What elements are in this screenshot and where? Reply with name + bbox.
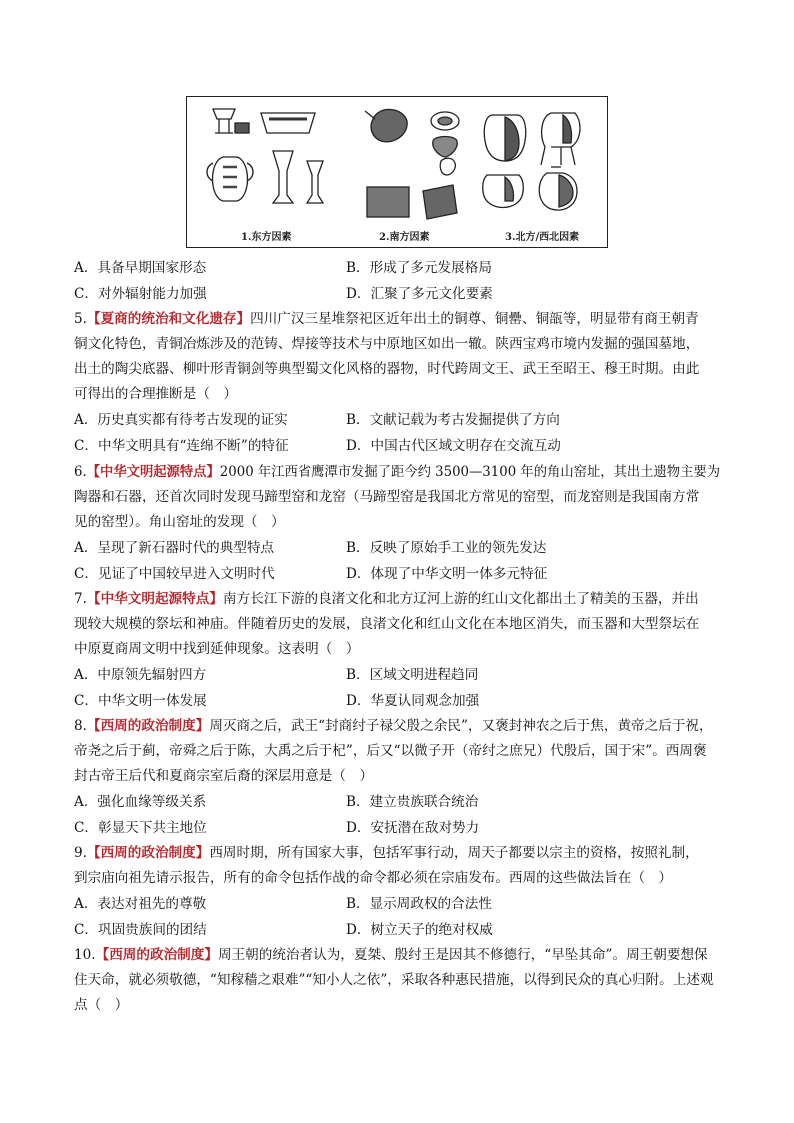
question-tag: 【夏商的统治和文化遗存】 [86, 311, 251, 327]
q6-option-a: A．呈现了新石器时代的典型特点 [74, 540, 275, 556]
question-tag: 【西周的政治制度】 [86, 718, 210, 734]
q9-option-d: D．树立天子的绝对权威 [346, 922, 493, 938]
jar-icon [213, 157, 248, 201]
q6-line-3: 见的窑型）。角山窑址的发现（ ） [74, 514, 285, 530]
q7-option-c: C．中华文明一体发展 [74, 693, 207, 709]
q4-option-d: D．汇聚了多元文化要素 [346, 286, 493, 302]
q9-line-1: 9.【西周的政治制度】西周时期，所有国家大事，包括军事行动，周天子都要以宗主的资格，按照礼制， [74, 845, 699, 861]
question-tag: 【西周的政治制度】 [95, 947, 218, 963]
q5-line-1: 5.【夏商的统治和文化遗存】四川广汉三星堆祭祀区近年出土的铜尊、铜罍、铜瓿等，明显带有商王朝青 [74, 311, 699, 327]
question-tag: 【中华文明起源特点】 [86, 591, 223, 607]
artifact-figure [186, 96, 608, 248]
q5-line-3: 出土的陶尖底器、柳叶形青铜剑等典型蜀文化风格的器物，时代跨周文王、武王至昭王、穆王时期。由此 [74, 361, 700, 377]
q7-option-b: B．区域文明进程趋同 [346, 667, 479, 683]
q5-option-b: B．文献记载为考古发掘提供了方向 [346, 412, 560, 428]
question-number: 9. [74, 845, 87, 861]
q4-option-c: C．对外辐射能力加强 [74, 286, 207, 302]
artifact-drawings [187, 97, 607, 247]
q8-option-d: D．安抚潜在敌对势力 [346, 820, 480, 836]
q4-option-b: B．形成了多元发展格局 [346, 260, 492, 276]
question-number: 5. [74, 311, 87, 327]
q7-line-3: 中原夏商周文明中找到延伸现象。这表明（ ） [74, 641, 360, 657]
q7-line-1: 7.【中华文明起源特点】南方长江下游的良渚文化和北方辽河上游的红山文化都出土了精美的玉器，并出 [74, 591, 699, 607]
q6-option-b: B．反映了原始手工业的领先发达 [346, 540, 547, 556]
question-number: 8. [74, 718, 87, 734]
q8-option-b: B．建立贵族联合统治 [346, 794, 479, 810]
question-tag: 【中华文明起源特点】 [86, 464, 220, 480]
q4-option-a: A．具备早期国家形态 [74, 260, 207, 276]
q10-line-3: 点（ ） [74, 997, 129, 1013]
q8-line-3: 封古帝王后代和夏商宗室后裔的深层用意是（ ） [74, 768, 374, 784]
q5-line-2: 铜文化特色，青铜冶炼涉及的范铸、焊接等技术与中原地区如出一辙。陕西宝鸡市境内发掘的强国墓地， [74, 336, 700, 352]
q8-line-2: 帝尧之后于蓟，帝舜之后于陈，大禹之后于杞”，后又“以微子开（帝纣之庶兄）代殷后，国于宋”。西周褒 [74, 743, 707, 759]
q6-line-2: 陶器和石器，还首次同时发现马蹄型窑和龙窑（马蹄型窑是我国北方常见的窑型，而龙窑则是我国南方常 [74, 489, 700, 505]
q8-option-a: A．强化血缘等级关系 [74, 794, 207, 810]
q7-option-a: A．中原领先辐射四方 [74, 667, 207, 683]
figure-caption-east: 1.东方因素 [241, 232, 292, 243]
q9-option-a: A．表达对祖先的尊敬 [74, 896, 207, 912]
q7-line-2: 现较大规模的祭坛和神庙。伴随着历史的发展，良渚文化和红山文化在本地区消失，而玉器和大型祭坛在 [74, 616, 700, 632]
q8-option-c: C．彰显天下共主地位 [74, 820, 207, 836]
figure-caption-south: 2.南方因素 [379, 232, 430, 243]
question-number: 7. [74, 591, 87, 607]
q5-line-4: 可得出的合理推断是（ ） [74, 386, 238, 402]
goblet-icon [273, 151, 293, 203]
q5-option-a: A．历史真实都有待考古发现的证实 [74, 412, 288, 428]
question-number: 10. [74, 947, 96, 963]
q9-option-b: B．显示周政权的合法性 [346, 896, 492, 912]
q9-line-2: 到宗庙向祖先请示报告，所有的命令包括作战的命令都必须在宗庙发布。西周的这些做法旨在（ ） [74, 870, 673, 886]
q9-option-c: C．巩固贵族间的团结 [74, 922, 207, 938]
q7-option-d: D．华夏认同观念加强 [346, 693, 480, 709]
q10-line-2: 住天命，就必须敬德，“知稼穑之艰难”“知小人之依”，采取各种惠民措施，以得到民众的真心归附。上述观 [74, 972, 714, 988]
question-number: 6. [74, 464, 87, 480]
q6-option-d: D．体现了中华文明一体多元特征 [346, 566, 548, 582]
q5-option-c: C．中华文明具有“连绵不断”的特征 [74, 438, 289, 454]
q8-line-1: 8.【西周的政治制度】周灭商之后，武王“封商纣子禄父殷之余民”，又褒封神农之后于焦，黄帝之后于祝， [74, 718, 713, 734]
q5-option-d: D．中国古代区域文明存在交流互动 [346, 438, 561, 454]
pottery-vessel-icon [213, 109, 235, 133]
q10-line-1: 10.【西周的政治制度】周王朝的统治者认为，夏桀、殷纣王是因其不修德行，“早坠其命”。周王朝要想保 [74, 947, 708, 963]
q6-line-1: 6.【中华文明起源特点】2000 年江西省鹰潭市发掘了距今约 3500—3100 年的角山窑址，其出土遗物主要为 [74, 464, 721, 480]
figure-caption-north: 3.北方/西北因素 [505, 232, 580, 243]
q6-option-c: C．见证了中国较早进入文明时代 [74, 566, 275, 582]
question-tag: 【西周的政治制度】 [86, 845, 210, 861]
